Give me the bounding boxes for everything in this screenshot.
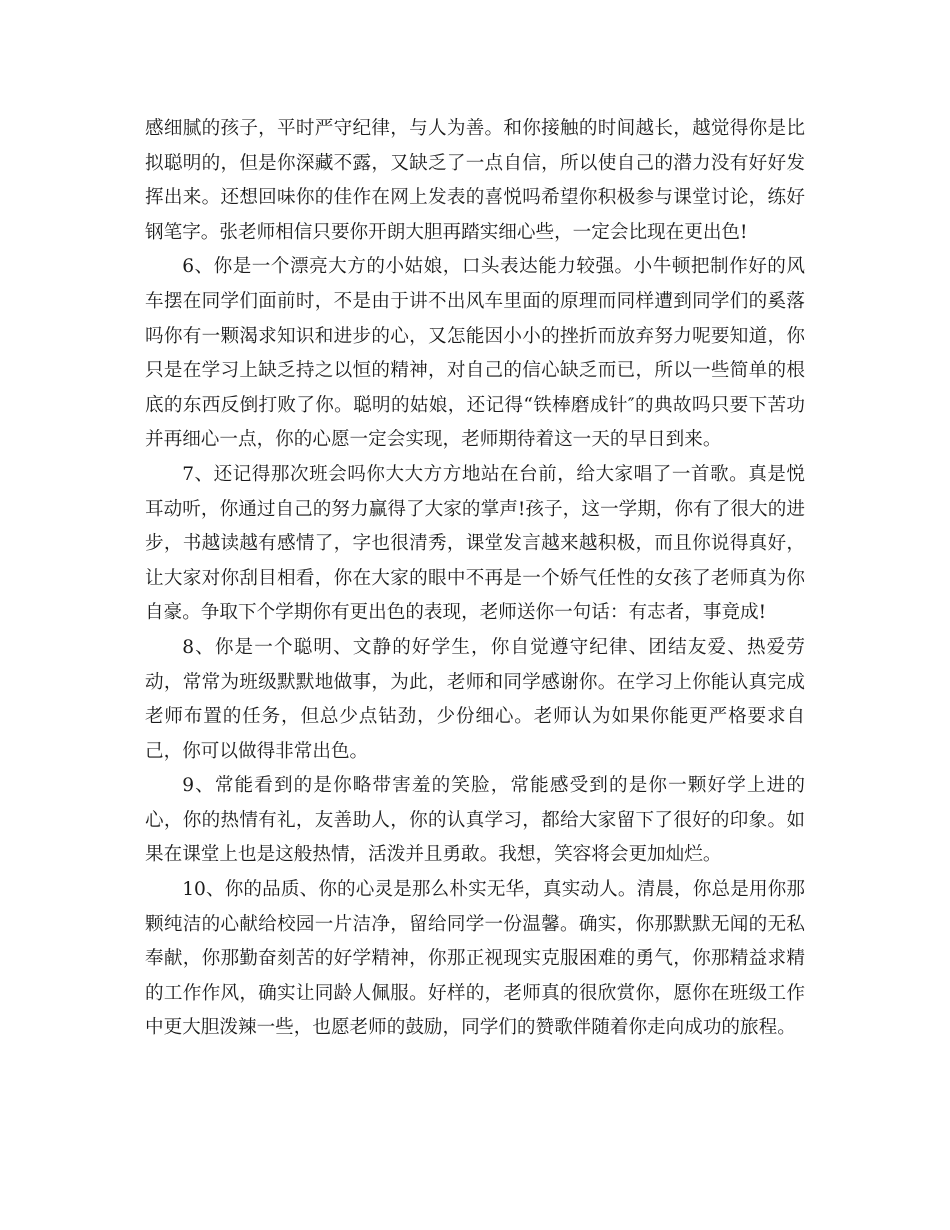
paragraph-comment-8: 8、你是一个聪明、文静的好学生，你自觉遵守纪律、团结友爱、热爱劳动，常常为班级默默地做事，为此，老师和同学感谢你。在学习上你能认真完成老师布置的任务，但总少点钻劲，少份细心。老师认为如果你能更严格要求自己，你可以做得非常出色。 bbox=[145, 636, 805, 762]
paragraph-comment-9: 9、常能看到的是你略带害羞的笑脸，常能感受到的是你一颗好学上进的心，你的热情有礼，友善助人，你的认真学习，都给大家留下了很好的印象。如果在课堂上也是这般热情，活泼并且勇敢。我想，笑容将会更加灿烂。 bbox=[145, 775, 805, 866]
paragraph-comment-6: 6、你是一个漂亮大方的小姑娘，口头表达能力较强。小牛顿把制作好的风车摆在同学们面前时，不是由于讲不出风车里面的原理而同样遭到同学们的奚落吗你有一颗渴求知识和进步的心，又怎能因小小的挫折而放弃努力呢要知道，你只是在学习上缺乏持之以恒的精神，对自己的信心缺乏而已，所以一些简单的根底的东西反倒打败了你。聪明的姑娘，还记得“铁棒磨成针″的典故吗只要下苦功并再细心一点，你的心愿一定会实现，老师期待着这一天的早日到来。 bbox=[145, 256, 805, 451]
document-body bbox=[145, 112, 805, 1046]
paragraph-continuation: 感细腻的孩子，平时严守纪律，与人为善。和你接触的时间越长，越觉得你是比拟聪明的，但是你深藏不露，又缺乏了一点自信，所以使自己的潜力没有好好发挥出来。还想回味你的佳作在网上发表的喜悦吗希望你积极参与课堂讨论，练好钢笔字。张老师相信只要你开朗大胆再踏实细心些，一定会比现在更出色! bbox=[145, 118, 805, 243]
paragraph-comment-7: 7、还记得那次班会吗你大大方方地站在台前，给大家唱了一首歌。真是悦耳动听，你通过自己的努力赢得了大家的掌声!孩子，这一学期，你有了很大的进步，书越读越有感情了，字也很清秀，课堂发言越来越积极，而且你说得真好，让大家对你刮目相看，你在大家的眼中不再是一个娇气任性的女孩了老师真为你自豪。争取下个学期你有更出色的表现，老师送你一句话：有志者，事竟成! bbox=[145, 463, 805, 624]
paragraph-comment-10: 10、你的品质、你的心灵是那么朴实无华，真实动人。清晨，你总是用你那颗纯洁的心献给校园一片洁净，留给同学一份温馨。确实，你那默默无闻的无私奉献，你那勤奋刻苦的好学精神，你那正视现实克服困难的勇气，你那精益求精的工作作风，确实让同龄人佩服。好样的，老师真的很欣赏你，愿你在班级工作中更大胆泼辣一些，也愿老师的鼓励，同学们的赞歌伴随着你走向成功的旅程。 bbox=[145, 879, 805, 1039]
